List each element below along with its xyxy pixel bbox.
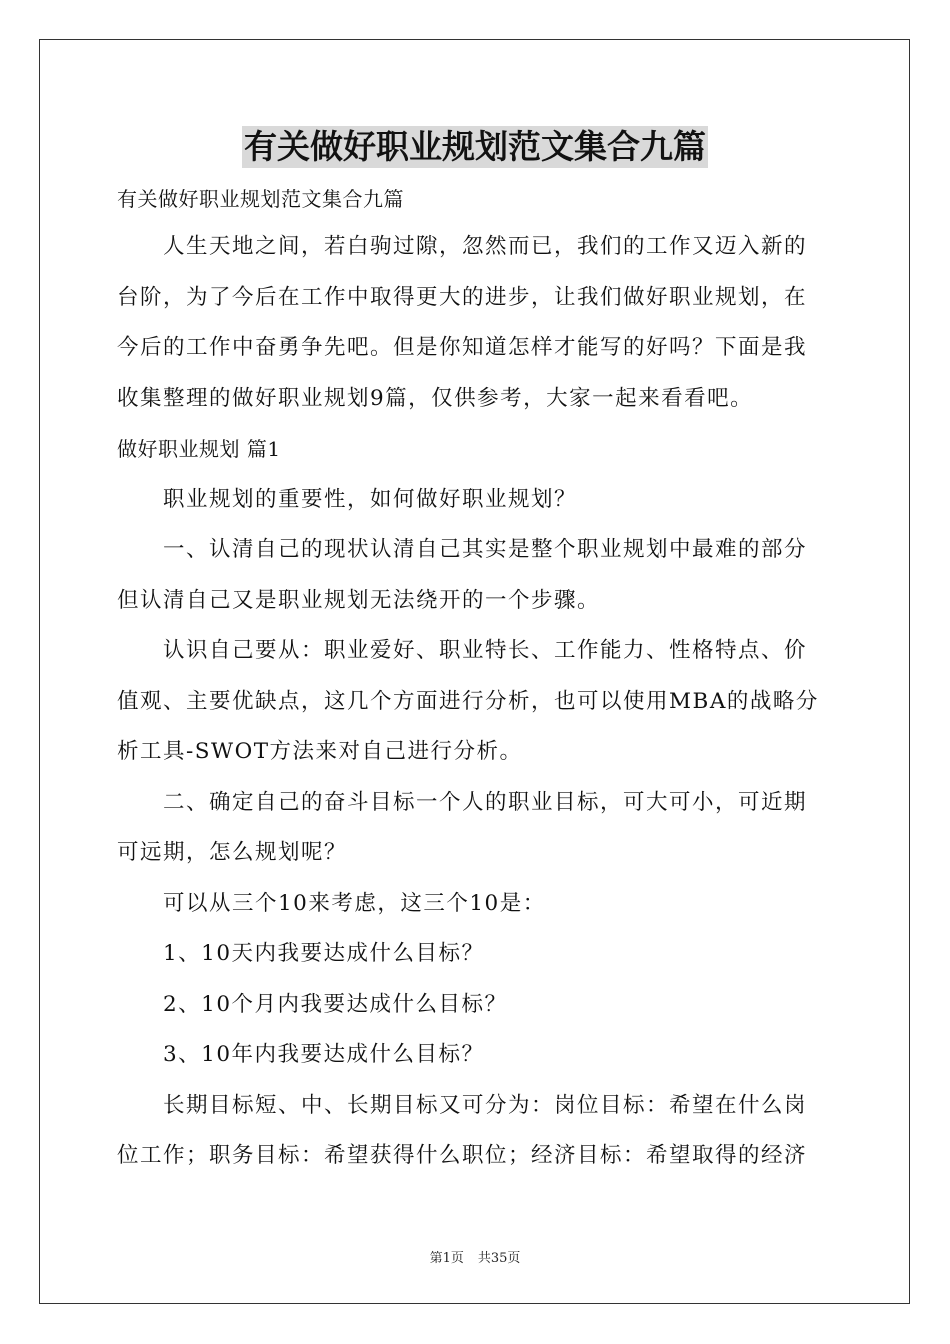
paragraph-line: 可以从三个10来考虑，这三个10是： [163,890,546,916]
section-heading: 做好职业规划 篇1 [117,437,281,461]
paragraph-line: 台阶，为了今后在工作中取得更大的进步，让我们做好职业规划，在 [117,284,808,310]
list-item: 2、10个月内我要达成什么目标？ [163,991,508,1017]
paragraph-line: 收集整理的做好职业规划9篇，仅供参考，大家一起来看看吧。 [117,385,754,411]
document-title: 有关做好职业规划范文集合九篇 [244,127,706,166]
paragraph-line: 人生天地之间，若白驹过隙，忽然而已，我们的工作又迈入新的 [163,234,808,259]
paragraph-line: 二、确定自己的奋斗目标一个人的职业目标，可大可小，可近期 [163,789,808,815]
paragraph-line: 值观、主要优缺点，这几个方面进行分析，也可以使用MBA的战略分 [117,688,819,714]
list-item: 1、10天内我要达成什么目标？ [163,941,485,966]
paragraph-line: 析工具-SWOT方法来对自己进行分析。 [117,739,523,764]
list-item: 3、10年内我要达成什么目标？ [163,1042,485,1067]
paragraph-line: 认识自己要从：职业爱好、职业特长、工作能力、性格特点、价 [163,638,808,663]
document-body [117,176,833,1182]
title-container [0,126,950,168]
paragraph-line: 位工作；职务目标：希望获得什么职位；经济目标：希望取得的经济 [117,1143,808,1168]
page-footer [0,1247,950,1266]
paragraph-line: 可远期，怎么规划呢？ [117,840,348,865]
document-subtitle: 有关做好职业规划范文集合九篇 [117,187,404,211]
page-number: 第1页 [429,1251,464,1266]
page-total: 共35页 [477,1251,521,1266]
paragraph-line: 但认清自己又是职业规划无法绕开的一个步骤。 [117,587,601,613]
paragraph-line: 今后的工作中奋勇争先吧。但是你知道怎样才能写的好吗？下面是我 [117,335,808,360]
paragraph-line: 长期目标短、中、长期目标又可分为：岗位目标：希望在什么岗 [163,1092,808,1118]
paragraph-line: 一、认清自己的现状认清自己其实是整个职业规划中最难的部分 [163,537,808,562]
paragraph-line: 职业规划的重要性，如何做好职业规划？ [163,486,578,512]
